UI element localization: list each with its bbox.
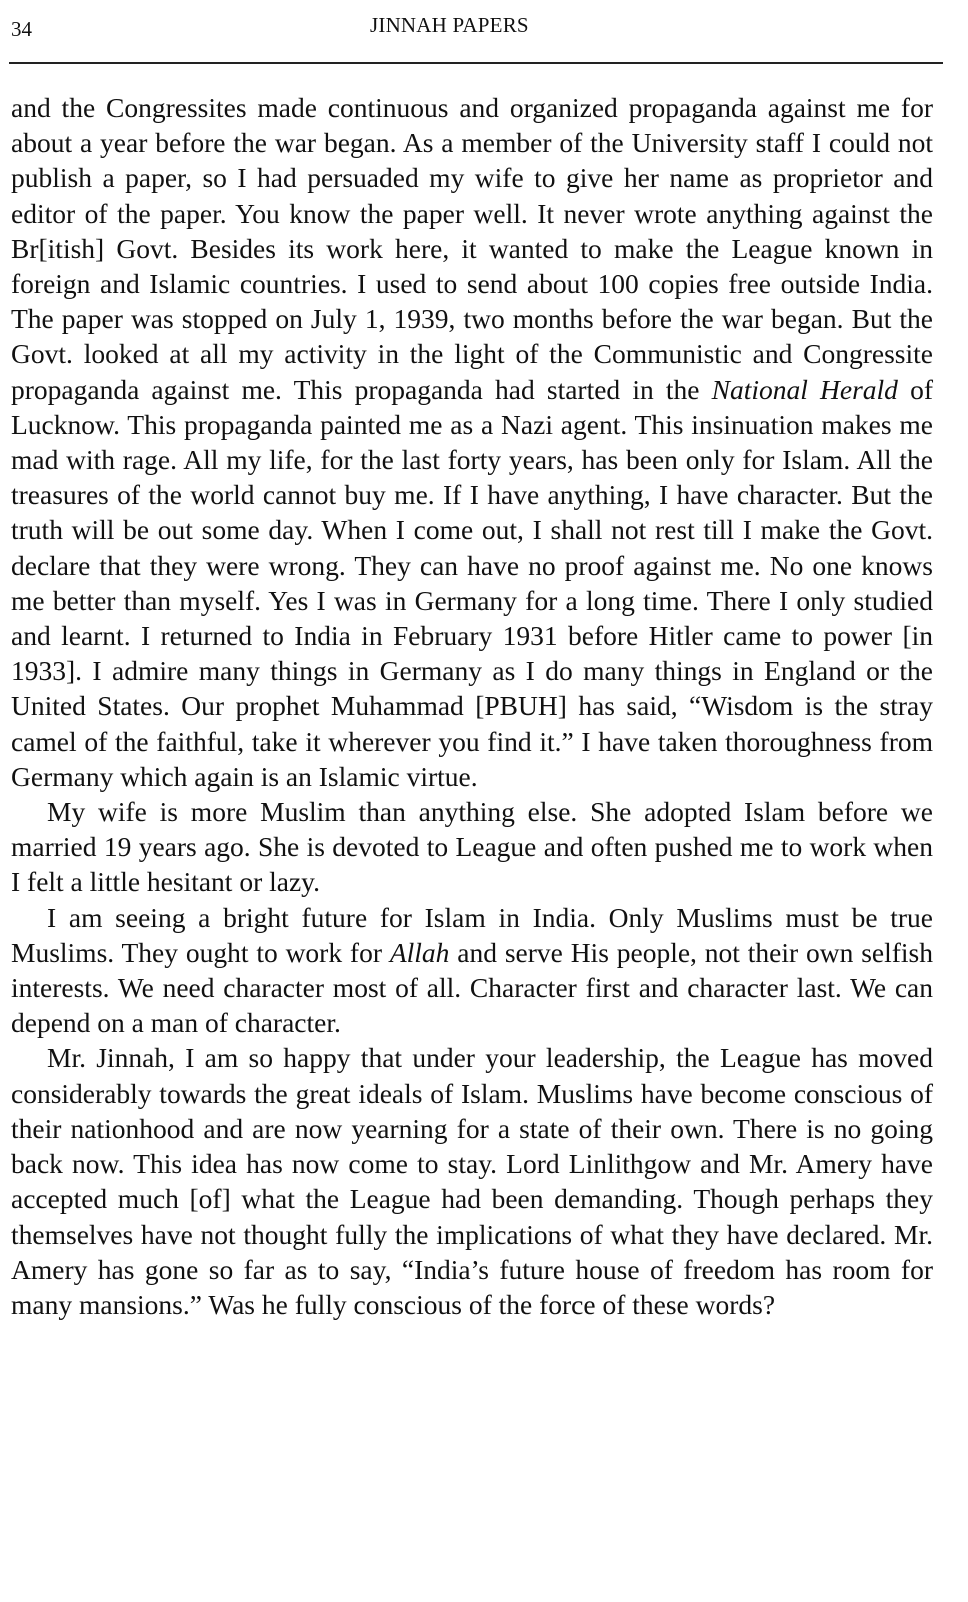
running-title: JINNAH PAPERS: [370, 13, 529, 37]
paragraph-4-segment-1: Mr. Jinnah, I am so happy that under your leadership, the League has moved considerably towards the great ideals of Islam. Muslims have become conscious of their nationhood and are now yearning for a state of their own. There is no going back now. This idea has now come to stay. Lord Linlithgow and Mr. Amery have accepted much [of] what the League had been demanding. Though perhaps they themselves have not thought fully the implications of what they have declared. Mr. Amery has gone so far as to say, “India’s future house of freedom has room for many mansions.” Was he fully conscious of the force of these words?: [11, 1042, 933, 1320]
paragraph-3: [11, 900, 933, 1041]
paragraph-2: [11, 794, 933, 900]
paragraph-3-segment-3: and serve His people, not their own selfish interests. We need character most of all. Character first and character last. We can depend on a man of character.: [11, 936, 933, 1039]
paragraph-1-segment-3: of Lucknow. This propaganda painted me as a Nazi agent. This insinuation makes me mad with rage. All my life, for the last forty years, has been only for Islam. All the treasures of the world cannot buy me. If I have anything, I have character. But the truth will be out some day. When I come out, I shall not rest till I make the Govt. declare that they were wrong. They can have no proof against me. No one knows me better than myself. Yes I was in Germany for a long time. There I only studied and learnt. I returned to India in February 1931 before Hitler came to power [in 1933]. I admire many things in Germany as I do many things in England or the United States. Our prophet Muhammad [PBUH] has said, “Wisdom is the stray camel of the faithful, take it wherever you find it.” I have taken thoroughness from Germany which again is an Islamic virtue.: [11, 373, 933, 792]
body-text: [11, 90, 933, 1322]
paragraph-2-segment-1: My wife is more Muslim than anything else. She adopted Islam before we married 19 years ago. She is devoted to League and often pushed me to work when I felt a little hesitant or lazy.: [11, 796, 933, 898]
italic-word-allah: Allah: [389, 936, 450, 968]
paragraph-1: [11, 90, 933, 794]
header-divider: [9, 62, 943, 64]
paragraph-4: [11, 1040, 933, 1322]
page-number: 34: [11, 17, 32, 41]
paragraph-3-segment-1: I am seeing a bright future for Islam in India. Only Muslims must be true Muslims. They ought to work for: [11, 901, 933, 968]
paragraph-1-segment-1: and the Congressites made continuous and organized propaganda against me for about a year before the war began. As a member of the University staff I could not publish a paper, so I had persuaded my wife to give her name as proprietor and editor of the paper. You know the paper well. It never wrote anything against the Br[itish] Govt. Besides its work here, it wanted to make the League known in foreign and Islamic countries. I used to send about 100 copies free outside India. The paper was stopped on July 1, 1939, two months before the war began. But the Govt. looked at all my activity in the light of the Communistic and Congressite propaganda against me. This propaganda had started in the: [11, 92, 933, 405]
newspaper-title-national-herald: National Herald: [711, 373, 898, 405]
